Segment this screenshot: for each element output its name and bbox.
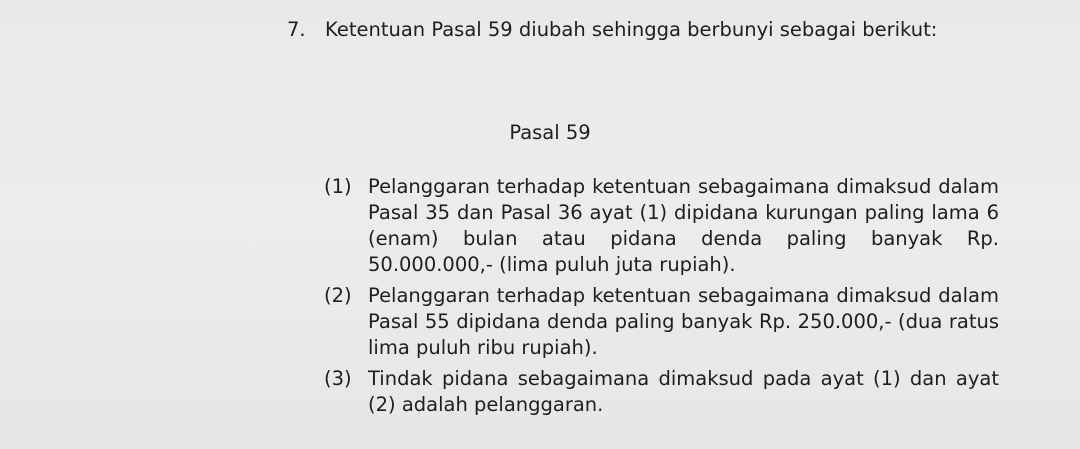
- clause-item: [324, 174, 999, 278]
- article-title: Pasal 59: [509, 121, 591, 144]
- clause-text: Pelanggaran terhadap ketentuan sebagaimana dimaksud dalam Pasal 55 dipidana denda paling banyak Rp. 250.000,- (dua ratus lima puluh ribu rupiah).: [368, 284, 999, 359]
- clause-text: Pelanggaran terhadap ketentuan sebagaimana dimaksud dalam Pasal 35 dan Pasal 36 ayat (1) dipidana kurungan paling lama 6 (enam) bulan atau pidana denda paling banyak Rp. 50.000.000,- (lima puluh juta rupiah).: [368, 175, 999, 276]
- clause-item: [324, 366, 999, 418]
- clause-number: (1): [324, 175, 352, 198]
- amendment-text: Ketentuan Pasal 59 diubah sehingga berbunyi sebagai berikut:: [325, 18, 938, 41]
- amendment-item: [287, 17, 999, 43]
- clause-number: (2): [324, 284, 352, 307]
- clause-number: (3): [324, 367, 352, 390]
- amendment-number: 7.: [287, 18, 306, 41]
- clause-item: [324, 283, 999, 361]
- clause-list: [324, 174, 999, 423]
- clause-text: Tindak pidana sebagaimana dimaksud pada ayat (1) dan ayat (2) adalah pelanggaran.: [368, 367, 999, 416]
